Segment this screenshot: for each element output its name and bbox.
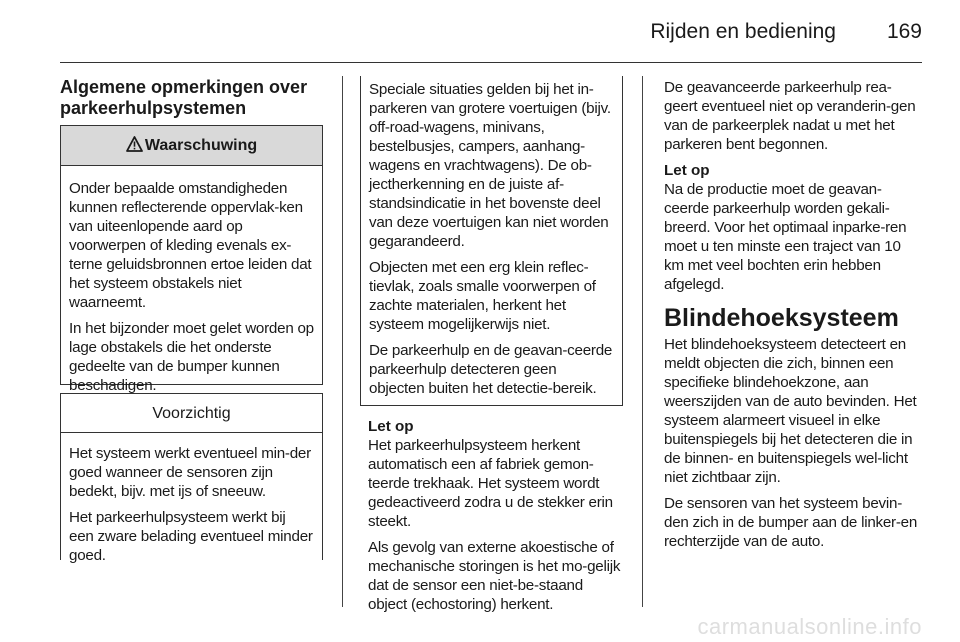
right-text-block	[664, 78, 922, 551]
page-header	[60, 0, 922, 63]
caution-title: Voorzichtig	[61, 394, 322, 433]
warning-header	[61, 126, 322, 166]
caution-paragraph: Het parkeerhulpsysteem werkt bij een zware belading eventueel minder goed.	[69, 509, 313, 564]
middle-text-block	[368, 418, 623, 614]
caution-box-continued	[360, 76, 623, 406]
box-paragraph: De parkeerhulp en de geavan-ceerde parkeerhulp detecteren geen objecten buiten het detectie-bereik.	[369, 342, 613, 397]
watermark: carmanualsonline.info	[697, 614, 922, 639]
chapter-title: Rijden en bediening	[650, 20, 836, 43]
note-text: Het parkeerhulpsysteem herkent automatisch een af fabriek gemon-teerde trekhaak. Het systeem wordt gedeactiveerd zodra u de stekker erin steekt.	[368, 437, 613, 530]
note-label: Let op	[368, 418, 414, 435]
page-number: 169	[886, 20, 922, 43]
intro-paragraph: De geavanceerde parkeerhulp rea-geert eventueel niet op veranderin-gen van de parkeerplek nadat u met het parkeren bent begonnen.	[664, 79, 916, 153]
body-paragraph: Als gevolg van externe akoestische of mechanische storingen is het mo-gelijk dat de sensor een niet-be-staand object (echostoring) herkent.	[368, 539, 621, 613]
section-heading: Algemene opmerkingen over parkeerhulpsystemen	[60, 77, 308, 118]
column-divider-right	[642, 76, 643, 607]
warning-box	[60, 125, 323, 394]
section-title: Blindehoeksysteem	[664, 304, 899, 332]
caution-box	[60, 393, 323, 564]
caution-paragraph: Het systeem werkt eventueel min-der goed wanneer de sensoren zijn bedekt, bijv. met ijs of sneeuw.	[69, 445, 311, 500]
column-divider-left	[342, 76, 343, 607]
note-label: Let op	[664, 162, 710, 179]
note-text: Na de productie moet de geavan-ceerde parkeerhulp worden gekali-breerd. Voor het optimaal inparke-ren moet u ten minste een traject van 10 km met veel bochten erin hebben afgelegd.	[664, 181, 907, 293]
body-paragraph: Het blindehoeksysteem detecteert en meldt objecten die zich, binnen een specifieke blindehoekzone, aan weerszijden van de auto bevinden. Het systeem alarmeert visueel in elke buitenspiegels bij het detecteren die in de binnen- en buitenspiegels wel-licht niet zichtbaar zijn.	[664, 336, 917, 486]
warning-paragraph: In het bijzonder moet gelet worden op lage obstakels die het onderste gedeelte van de bumper kunnen beschadigen.	[69, 320, 314, 394]
warning-title: Waarschuwing	[144, 137, 258, 154]
warning-paragraph: Onder bepaalde omstandigheden kunnen reflecterende oppervlak-ken van uiteenlopende aard op voorwerpen of kleding evenals ex-terne geluidsbronnen ertoe leiden dat het systeem obstakels niet waarneemt.	[69, 180, 312, 311]
body-paragraph: De sensoren van het systeem bevin-den zich in de bumper aan de linker-en rechterzijde van de auto.	[664, 495, 918, 550]
warning-triangle-icon	[126, 136, 143, 152]
box-paragraph: Speciale situaties gelden bij het in-parkeren van grotere voertuigen (bijv. off-road-wagens, minivans, bestelbusjes, campers, aanhang-wagens en vrachtwagens). De ob-jectherkenning en de juiste af-standsindicatie in het bovenste deel van deze voertuigen kan niet worden gegarandeerd.	[369, 81, 611, 250]
box-paragraph: Objecten met een erg klein reflec-tievlak, zoals smalle voorwerpen of zachte materialen, herkent het systeem mogelijkerwijs niet.	[369, 259, 596, 333]
